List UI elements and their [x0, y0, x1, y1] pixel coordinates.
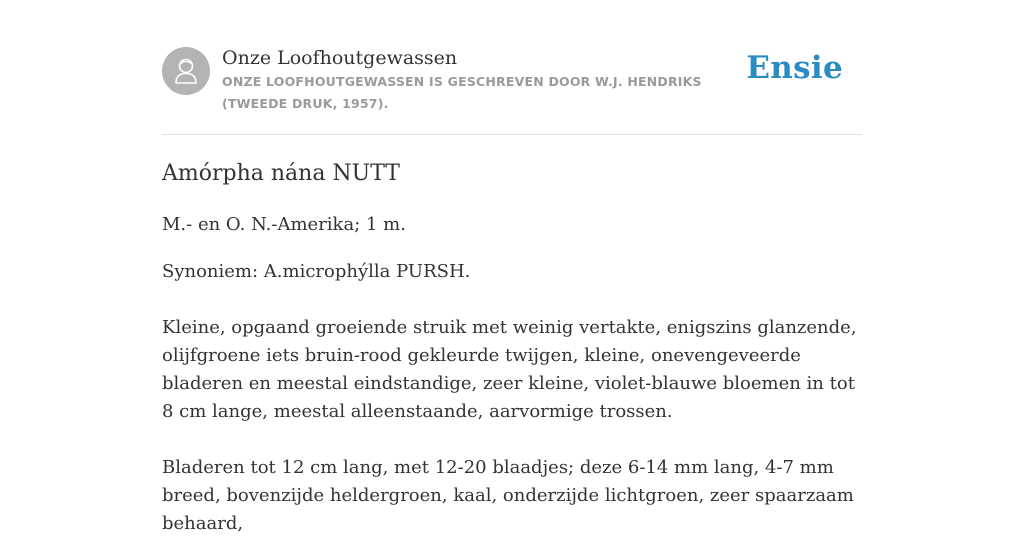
entry-paragraph: Kleine, opgaand groeiende struik met weinig vertakte, enigszins glanzende, olijfgroene iets bruin-rood gekleurde twijgen, kleine, onevengeveerde bladeren en meestal eindstandige, zeer kleine, violet-blauwe bloemen in tot 8 cm lange, meestal alleenstaande, aarvormige trossen. [162, 317, 857, 422]
entry-origin: M.- en O. N.-Amerika; 1 m. [162, 214, 406, 235]
user-icon [172, 56, 200, 86]
source-title[interactable]: Onze Loofhoutgewassen [222, 47, 458, 69]
entry-title: Amórpha nána NUTT [162, 161, 400, 186]
entry-synonym: Synoniem: A.microphýlla PURSH. [162, 261, 471, 282]
source-info [222, 46, 752, 115]
ensie-logo[interactable]: Ensie [746, 50, 843, 86]
source-avatar[interactable] [162, 47, 210, 95]
page [162, 0, 862, 538]
source-description: ONZE LOOFHOUTGEWASSEN IS GESCHREVEN DOOR W.J. HENDRIKS (TWEEDE DRUK, 1957). [222, 74, 702, 111]
entry-content [162, 159, 862, 538]
entry-paragraph: Bladeren tot 12 cm lang, met 12-20 blaadjes; deze 6-14 mm lang, 4-7 mm breed, bovenzijde heldergroen, kaal, onderzijde lichtgroen, zeer spaarzaam behaard, [162, 457, 854, 534]
source-header [162, 46, 862, 135]
